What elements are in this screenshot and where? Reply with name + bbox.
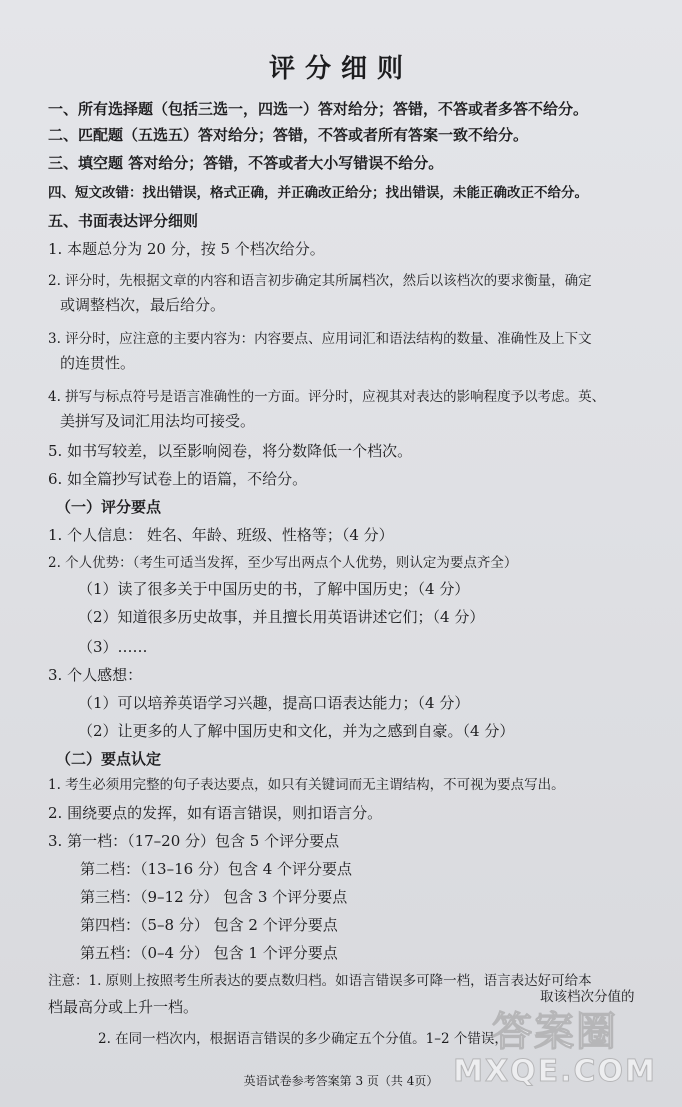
rule-3-line-2: 的连贯性。 bbox=[60, 354, 136, 372]
criteria-1: 1. 考生必须用完整的句子表达要点，如只有关键词而无主谓结构，不可视为要点写出。 bbox=[48, 777, 565, 793]
watermark-title: 答案圈 bbox=[492, 1009, 618, 1055]
point-3-2: （2）让更多的人了解中国历史和文化，并为之感到自豪。（4 分） bbox=[78, 722, 515, 740]
page-title: 评分细则 bbox=[268, 54, 413, 84]
note-2: 2. 在同一档次内，根据语言错误的多少确定五个分值。1–2 个错误， bbox=[98, 1031, 508, 1047]
rule-4-line-1: 4. 拼写与标点符号是语言准确性的一方面。评分时，应视其对表达的影响程度予以考虑。英、 bbox=[48, 389, 606, 405]
grade-3: 第三档：（9–12 分） 包含 3 个评分要点 bbox=[80, 888, 348, 906]
grade-4: 第四档：（5–8 分） 包含 2 个评分要点 bbox=[80, 916, 338, 934]
rule-6: 6. 如全篇抄写试卷上的语篇，不给分。 bbox=[48, 470, 308, 488]
section-1: 一、所有选择题（包括三选一，四选一）答对给分；答错，不答或者多答不给分。 bbox=[48, 100, 589, 118]
section-4: 四、短文改错：找出错误，格式正确，并正确改正给分；找出错误，未能正确改正不给分。 bbox=[48, 185, 588, 201]
point-3: 3. 个人感想： bbox=[48, 666, 143, 684]
note-1-line-1: 注意：1. 原则上按照考生所表达的要点数归档。如语言错误多可降一档，语言表达好可给本 bbox=[48, 973, 592, 989]
page-footer: 英语试卷参考答案第 3 页（共 4页） bbox=[243, 1074, 439, 1088]
section-3: 三、填空题 答对给分；答错，不答或者大小写错误不给分。 bbox=[48, 154, 444, 172]
part1-heading: （一）评分要点 bbox=[56, 498, 162, 516]
rule-1: 1. 本题总分为 20 分，按 5 个档次给分。 bbox=[48, 240, 325, 258]
point-2: 2. 个人优势：（考生可适当发挥，至少写出两点个人优势，则认定为要点齐全） bbox=[48, 555, 518, 571]
rule-5: 5. 如书写较差，以至影响阅卷，将分数降低一个档次。 bbox=[48, 442, 413, 460]
point-1: 1. 个人信息： 姓名、年龄、班级、性格等；（4 分） bbox=[48, 526, 394, 544]
section-2: 二、匹配题（五选五）答对给分；答错，不答或者所有答案一致不给分。 bbox=[48, 126, 529, 144]
grade-5: 第五档：（0–4 分） 包含 1 个评分要点 bbox=[80, 944, 338, 962]
part2-heading: （二）要点认定 bbox=[56, 750, 162, 768]
rule-3-line-1: 3. 评分时，应注意的主要内容为：内容要点、应用词汇和语法结构的数量、准确性及上下文 bbox=[48, 331, 592, 347]
watermark-url: MXQE.COM bbox=[453, 1054, 657, 1089]
point-2-3: （3）…… bbox=[78, 638, 148, 656]
rule-4-line-2: 美拼写及词汇用法均可接受。 bbox=[60, 412, 256, 430]
criteria-2: 2. 围绕要点的发挥，如有语言错误，则扣语言分。 bbox=[48, 804, 383, 822]
section-5: 五、书面表达评分细则 bbox=[48, 212, 199, 230]
grade-2: 第二档：（13–16 分）包含 4 个评分要点 bbox=[80, 860, 353, 878]
rule-2-line-2: 或调整档次，最后给分。 bbox=[60, 296, 226, 314]
rule-2-line-1: 2. 评分时，先根据文章的内容和语言初步确定其所属档次，然后以该档次的要求衡量，确定 bbox=[48, 273, 592, 289]
watermark-logo bbox=[450, 1000, 660, 1100]
note-1-continuation: 取该档次分值的 bbox=[540, 989, 635, 1005]
point-2-2: （2）知道很多历史故事，并且擅长用英语讲述它们；（4 分） bbox=[78, 608, 485, 626]
point-3-1: （1）可以培养英语学习兴趣，提高口语表达能力；（4 分） bbox=[78, 694, 470, 712]
grade-1: 3. 第一档：（17–20 分）包含 5 个评分要点 bbox=[48, 832, 340, 850]
note-1-line-2: 档最高分或上升一档。 bbox=[48, 998, 199, 1016]
point-2-1: （1）读了很多关于中国历史的书，了解中国历史；（4 分） bbox=[78, 580, 470, 598]
